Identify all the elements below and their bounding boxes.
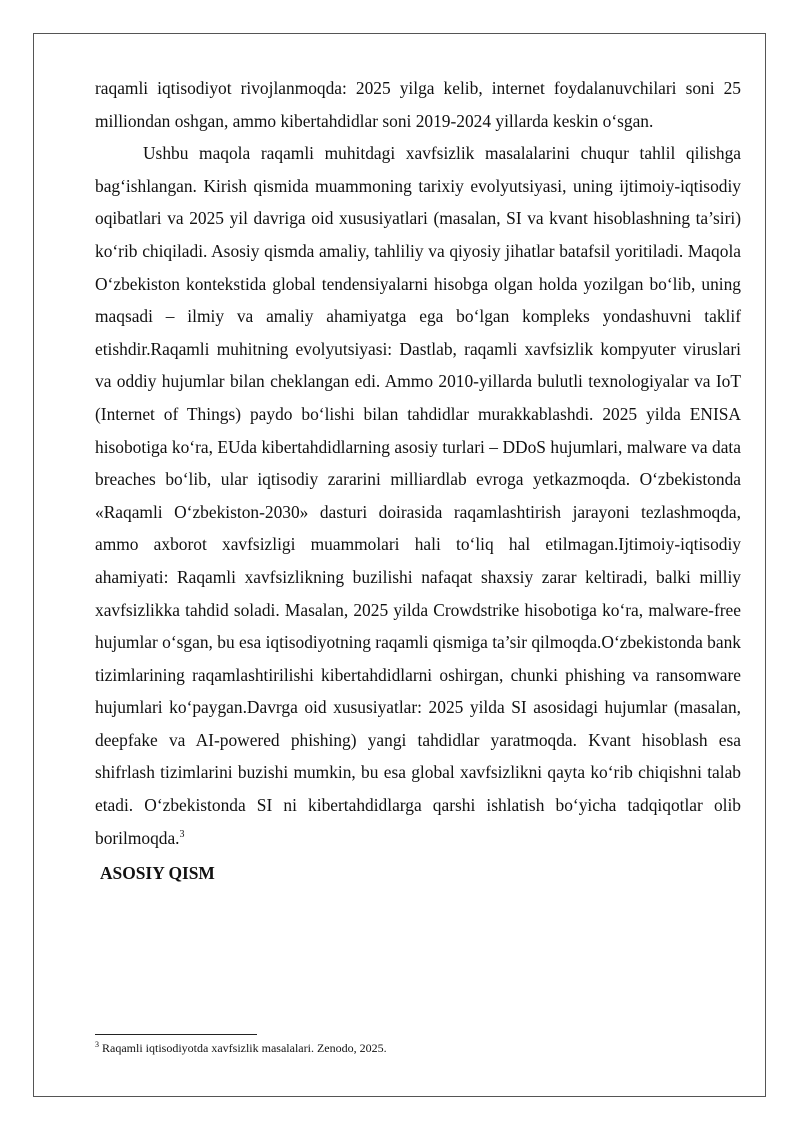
section-heading: ASOSIY QISM bbox=[100, 863, 215, 884]
paragraph-text: raqamli iqtisodiyot rivojlanmoqda: 2025 yilga kelib, internet foydalanuvchilari soni 25 milliondan oshgan, ammo kibertahdidlar soni 2019-2024 yillarda keskin o‘sgan. bbox=[95, 78, 741, 131]
body-paragraph bbox=[95, 72, 741, 137]
footnote bbox=[95, 1041, 741, 1056]
footnote-text: Raqamli iqtisodiyotda xavfsizlik masalalari. Zenodo, 2025. bbox=[99, 1041, 387, 1055]
footnote-divider bbox=[95, 1034, 257, 1035]
footnote-reference[interactable]: 3 bbox=[179, 828, 185, 840]
document-body bbox=[95, 72, 741, 892]
paragraph-text: Ushbu maqola raqamli muhitdagi xavfsizlik masalalarini chuqur tahlil qilishga bag‘ishlangan. Kirish qismida muammoning tarixiy evolyutsiyasi, uning ijtimoiy-iqtisodiy oqibatlari va 2025 yil davriga oid xususiyatlari (masalan, SI va kvant hisoblashning ta’siri) ko‘rib chiqiladi. Asosiy qismda amaliy, tahliliy va qiyosiy jihatlar batafsil yoritiladi. Maqola O‘zbekiston kontekstida global tendensiyalarni hisobga olgan holda yozilgan bo‘lib, uning maqsadi – ilmiy va amaliy ahamiyatga ega bo‘lgan kompleks yondashuvni taklif etishdir.Raqamli muhitning evolyutsiyasi: Dastlab, raqamli xavfsizlik kompyuter viruslari va oddiy hujumlar bilan cheklangan edi. Ammo 2010-yillarda bulutli texnologiyalar va IoT (Internet of Things) paydo bo‘lishi bilan tahdidlar murakkablashdi. 2025 yilda ENISA hisobotiga ko‘ra, EUda kibertahdidlarning asosiy turlari – DDoS hujumlari, malware va data breaches bo‘lib, ular iqtisodiy zararini milliardlab evroga yetkazmoqda. O‘zbekistonda «Raqamli O‘zbekiston-2030» dasturi doirasida raqamlashtirish jarayoni tezlashmoqda, ammo axborot xavfsizligi muammolari hali to‘liq hal etilmagan.Ijtimoiy-iqtisodiy ahamiyati: Raqamli xavfsizlikning buzilishi nafaqat shaxsiy zarar keltiradi, balki milliy xavfsizlikka tahdid soladi. Masalan, 2025 yilda Crowdstrike hisobotiga ko‘ra, malware-free hujumlar o‘sgan, bu esa iqtisodiyotning raqamli qismiga ta’sir qilmoqda.O‘zbekistonda bank tizimlarining raqamlashtirilishi kibertahdidlarni oshirgan, chunki phishing va ransomware hujumlari ko‘paygan.Davrga oid xususiyatlar: 2025 yilda SI asosidagi hujumlar (masalan, deepfake va AI-powered phishing) yangi tahdidlar yaratmoqda. Kvant hisoblash esa shifrlash tizimlarini buzishi mumkin, bu esa global xavfsizlikni qayta ko‘rib chiqishni talab etadi. O‘zbekistonda SI ni kibertahdidlarga qarshi ishlatish bo‘yicha tadqiqotlar olib borilmoqda. bbox=[95, 143, 741, 848]
footnote-number: 3 bbox=[95, 1040, 99, 1049]
body-paragraph bbox=[95, 137, 741, 854]
